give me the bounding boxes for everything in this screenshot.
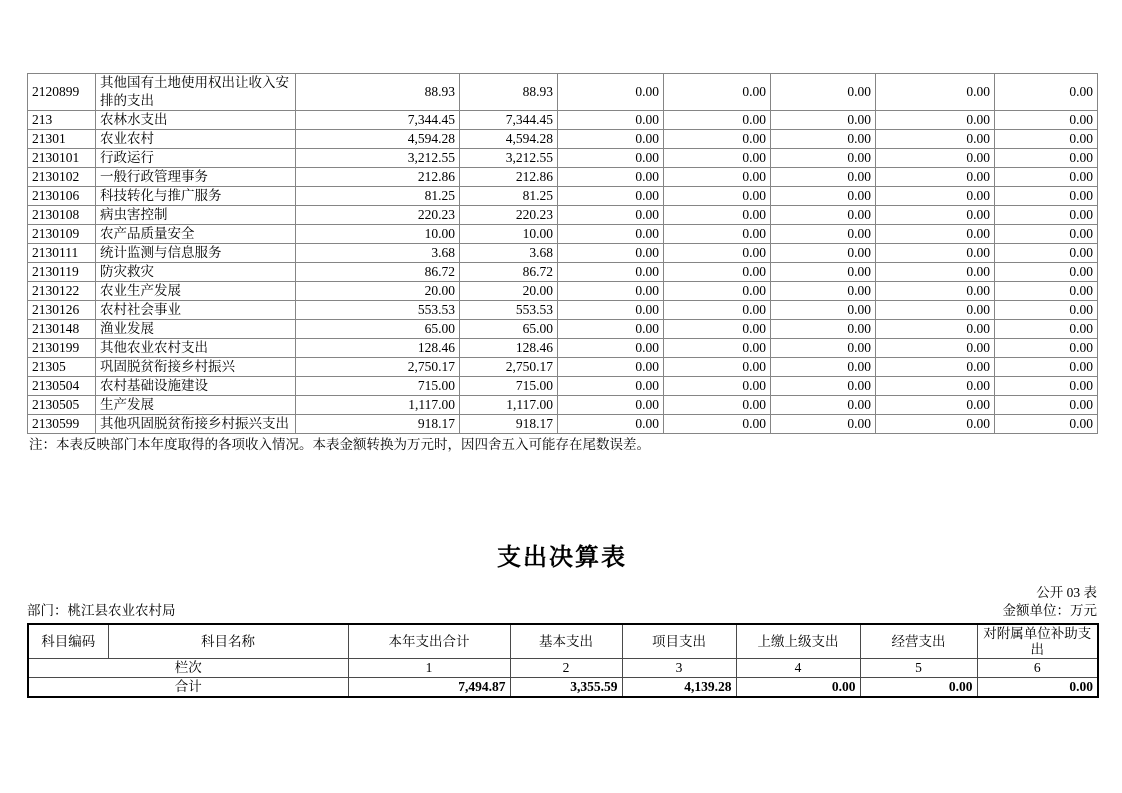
row-value: 553.53 [460, 301, 558, 320]
table-row [28, 358, 1098, 377]
row-value: 212.86 [296, 168, 460, 187]
row-value: 20.00 [296, 282, 460, 301]
income-table-body [28, 74, 1098, 434]
row-code: 2130119 [28, 263, 96, 282]
row-value: 0.00 [771, 396, 876, 415]
table-number: 公开 03 表 [1036, 585, 1097, 600]
row-value: 0.00 [771, 168, 876, 187]
header-upward: 上缴上级支出 [736, 624, 860, 659]
row-code: 2120899 [28, 74, 96, 111]
row-code: 2130505 [28, 396, 96, 415]
row-value: 0.00 [771, 111, 876, 130]
row-value: 0.00 [771, 225, 876, 244]
row-code: 2130106 [28, 187, 96, 206]
header-year-total: 本年支出合计 [348, 624, 510, 659]
header-project: 项目支出 [622, 624, 736, 659]
row-value: 0.00 [995, 168, 1098, 187]
column-index: 6 [977, 659, 1098, 678]
row-value: 65.00 [460, 320, 558, 339]
row-value: 0.00 [558, 111, 664, 130]
row-name: 其他国有土地使用权出让收入安排的支出 [96, 74, 296, 111]
row-name: 农村基础设施建设 [96, 377, 296, 396]
row-value: 715.00 [296, 377, 460, 396]
total-value: 0.00 [977, 678, 1098, 698]
row-value: 0.00 [995, 111, 1098, 130]
table-meta-row [27, 603, 1097, 619]
column-index: 3 [622, 659, 736, 678]
row-value: 0.00 [558, 396, 664, 415]
row-code: 2130126 [28, 301, 96, 320]
row-name: 病虫害控制 [96, 206, 296, 225]
row-value: 220.23 [460, 206, 558, 225]
row-value: 0.00 [558, 301, 664, 320]
row-value: 0.00 [876, 301, 995, 320]
total-label: 合计 [28, 678, 348, 698]
row-value: 0.00 [664, 301, 771, 320]
row-code: 2130108 [28, 206, 96, 225]
row-value: 2,750.17 [296, 358, 460, 377]
row-value: 3.68 [460, 244, 558, 263]
row-value: 3,212.55 [296, 149, 460, 168]
expense-header-row [28, 624, 1098, 659]
table-row [28, 187, 1098, 206]
row-value: 0.00 [995, 149, 1098, 168]
row-value: 2,750.17 [460, 358, 558, 377]
table-row [28, 168, 1098, 187]
column-index: 5 [860, 659, 977, 678]
row-value: 0.00 [664, 130, 771, 149]
row-value: 0.00 [876, 206, 995, 225]
row-value: 20.00 [460, 282, 558, 301]
row-value: 4,594.28 [296, 130, 460, 149]
row-value: 0.00 [876, 282, 995, 301]
row-value: 553.53 [296, 301, 460, 320]
row-value: 10.00 [296, 225, 460, 244]
row-value: 0.00 [558, 339, 664, 358]
row-name: 科技转化与推广服务 [96, 187, 296, 206]
row-value: 7,344.45 [296, 111, 460, 130]
header-subject-name: 科目名称 [108, 624, 348, 659]
row-value: 0.00 [876, 74, 995, 111]
row-value: 1,117.00 [460, 396, 558, 415]
row-value: 0.00 [995, 130, 1098, 149]
row-value: 0.00 [876, 320, 995, 339]
row-value: 1,117.00 [296, 396, 460, 415]
header-basic: 基本支出 [510, 624, 622, 659]
column-index-row [28, 659, 1098, 678]
row-code: 21301 [28, 130, 96, 149]
row-value: 0.00 [771, 244, 876, 263]
row-value: 0.00 [664, 111, 771, 130]
row-value: 0.00 [876, 244, 995, 263]
row-value: 0.00 [664, 263, 771, 282]
row-name: 渔业发展 [96, 320, 296, 339]
row-value: 0.00 [876, 187, 995, 206]
row-name: 农业农村 [96, 130, 296, 149]
row-value: 0.00 [995, 282, 1098, 301]
row-value: 0.00 [995, 244, 1098, 263]
row-value: 0.00 [664, 206, 771, 225]
row-value: 0.00 [664, 339, 771, 358]
row-value: 0.00 [995, 358, 1098, 377]
column-index: 1 [348, 659, 510, 678]
column-index: 2 [510, 659, 622, 678]
row-name: 其他农业农村支出 [96, 339, 296, 358]
row-value: 7,344.45 [460, 111, 558, 130]
row-value: 220.23 [296, 206, 460, 225]
row-value: 0.00 [558, 168, 664, 187]
table-row [28, 225, 1098, 244]
row-value: 128.46 [460, 339, 558, 358]
row-value: 0.00 [771, 282, 876, 301]
row-value: 0.00 [771, 130, 876, 149]
table-row [28, 396, 1098, 415]
row-value: 0.00 [876, 263, 995, 282]
row-name: 行政运行 [96, 149, 296, 168]
table-row [28, 111, 1098, 130]
table-row [28, 263, 1098, 282]
row-code: 2130101 [28, 149, 96, 168]
department-label: 部门：桃江县农业农村局 [27, 603, 176, 618]
row-value: 0.00 [664, 377, 771, 396]
row-value: 0.00 [876, 415, 995, 434]
row-value: 918.17 [460, 415, 558, 434]
table-row [28, 130, 1098, 149]
row-value: 0.00 [995, 206, 1098, 225]
row-value: 0.00 [771, 263, 876, 282]
row-value: 0.00 [876, 111, 995, 130]
row-value: 0.00 [664, 358, 771, 377]
row-name: 农林水支出 [96, 111, 296, 130]
row-value: 0.00 [995, 301, 1098, 320]
table-row [28, 339, 1098, 358]
document-page [27, 73, 1097, 698]
row-value: 0.00 [558, 415, 664, 434]
header-subject-code: 科目编码 [28, 624, 108, 659]
row-value: 918.17 [296, 415, 460, 434]
total-value: 4,139.28 [622, 678, 736, 698]
row-code: 2130109 [28, 225, 96, 244]
total-row [28, 678, 1098, 698]
row-value: 0.00 [995, 396, 1098, 415]
row-value: 0.00 [558, 358, 664, 377]
row-value: 0.00 [876, 358, 995, 377]
row-value: 0.00 [771, 301, 876, 320]
row-value: 65.00 [296, 320, 460, 339]
row-value: 3.68 [296, 244, 460, 263]
table-row [28, 244, 1098, 263]
header-subsidy: 对附属单位补助支出 [977, 624, 1098, 659]
table-row [28, 377, 1098, 396]
row-value: 0.00 [876, 339, 995, 358]
row-value: 0.00 [664, 225, 771, 244]
row-code: 2130102 [28, 168, 96, 187]
column-index-label: 栏次 [28, 659, 348, 678]
row-value: 3,212.55 [460, 149, 558, 168]
row-value: 0.00 [558, 206, 664, 225]
row-code: 2130111 [28, 244, 96, 263]
row-code: 213 [28, 111, 96, 130]
row-value: 0.00 [558, 377, 664, 396]
income-table [27, 73, 1098, 434]
row-code: 2130199 [28, 339, 96, 358]
row-value: 86.72 [460, 263, 558, 282]
row-name: 生产发展 [96, 396, 296, 415]
row-value: 0.00 [558, 320, 664, 339]
row-value: 0.00 [771, 187, 876, 206]
income-table-note: 注：本表反映部门本年度取得的各项收入情况。本表金额转换为万元时，因四舍五入可能存在尾数误差。 [29, 437, 650, 452]
row-code: 2130504 [28, 377, 96, 396]
row-value: 0.00 [995, 225, 1098, 244]
expense-table-title: 支出决算表 [497, 545, 627, 571]
row-value: 0.00 [771, 415, 876, 434]
row-value: 0.00 [664, 396, 771, 415]
row-value: 0.00 [771, 149, 876, 168]
row-value: 0.00 [995, 320, 1098, 339]
row-value: 0.00 [771, 74, 876, 111]
row-name: 农村社会事业 [96, 301, 296, 320]
row-code: 2130599 [28, 415, 96, 434]
row-value: 128.46 [296, 339, 460, 358]
row-value: 0.00 [771, 320, 876, 339]
table-row [28, 301, 1098, 320]
total-value: 0.00 [736, 678, 860, 698]
row-name: 农业生产发展 [96, 282, 296, 301]
header-operating: 经营支出 [860, 624, 977, 659]
row-value: 0.00 [876, 396, 995, 415]
row-value: 0.00 [995, 339, 1098, 358]
row-value: 0.00 [558, 187, 664, 206]
row-value: 0.00 [995, 415, 1098, 434]
row-value: 88.93 [296, 74, 460, 111]
row-name: 农产品质量安全 [96, 225, 296, 244]
row-value: 715.00 [460, 377, 558, 396]
table-row [28, 282, 1098, 301]
row-value: 0.00 [664, 187, 771, 206]
row-value: 81.25 [296, 187, 460, 206]
row-name: 其他巩固脱贫衔接乡村振兴支出 [96, 415, 296, 434]
row-value: 10.00 [460, 225, 558, 244]
row-name: 统计监测与信息服务 [96, 244, 296, 263]
row-value: 0.00 [995, 187, 1098, 206]
row-code: 2130122 [28, 282, 96, 301]
total-value: 0.00 [860, 678, 977, 698]
row-name: 防灾救灾 [96, 263, 296, 282]
row-value: 0.00 [664, 74, 771, 111]
table-row [28, 74, 1098, 111]
total-value: 3,355.59 [510, 678, 622, 698]
table-row [28, 320, 1098, 339]
row-value: 0.00 [876, 225, 995, 244]
row-value: 81.25 [460, 187, 558, 206]
row-value: 0.00 [558, 149, 664, 168]
table-row [28, 415, 1098, 434]
row-value: 0.00 [558, 225, 664, 244]
row-value: 0.00 [558, 244, 664, 263]
row-name: 巩固脱贫衔接乡村振兴 [96, 358, 296, 377]
row-value: 0.00 [995, 74, 1098, 111]
row-value: 0.00 [876, 168, 995, 187]
column-index: 4 [736, 659, 860, 678]
row-value: 4,594.28 [460, 130, 558, 149]
table-row [28, 149, 1098, 168]
row-value: 0.00 [664, 415, 771, 434]
unit-label: 金额单位：万元 [1002, 603, 1097, 618]
row-value: 0.00 [876, 130, 995, 149]
row-value: 0.00 [876, 377, 995, 396]
table-row [28, 206, 1098, 225]
expense-table [27, 623, 1099, 698]
row-code: 2130148 [28, 320, 96, 339]
row-value: 0.00 [995, 263, 1098, 282]
row-value: 0.00 [876, 149, 995, 168]
row-value: 0.00 [558, 282, 664, 301]
row-value: 0.00 [771, 358, 876, 377]
row-value: 0.00 [664, 244, 771, 263]
row-value: 0.00 [771, 377, 876, 396]
row-value: 0.00 [558, 263, 664, 282]
row-value: 0.00 [771, 206, 876, 225]
row-value: 88.93 [460, 74, 558, 111]
row-value: 0.00 [664, 149, 771, 168]
row-value: 86.72 [296, 263, 460, 282]
row-value: 212.86 [460, 168, 558, 187]
row-value: 0.00 [664, 320, 771, 339]
row-value: 0.00 [558, 74, 664, 111]
row-value: 0.00 [664, 168, 771, 187]
total-value: 7,494.87 [348, 678, 510, 698]
row-value: 0.00 [771, 339, 876, 358]
row-value: 0.00 [664, 282, 771, 301]
row-value: 0.00 [995, 377, 1098, 396]
row-code: 21305 [28, 358, 96, 377]
row-value: 0.00 [558, 130, 664, 149]
row-name: 一般行政管理事务 [96, 168, 296, 187]
